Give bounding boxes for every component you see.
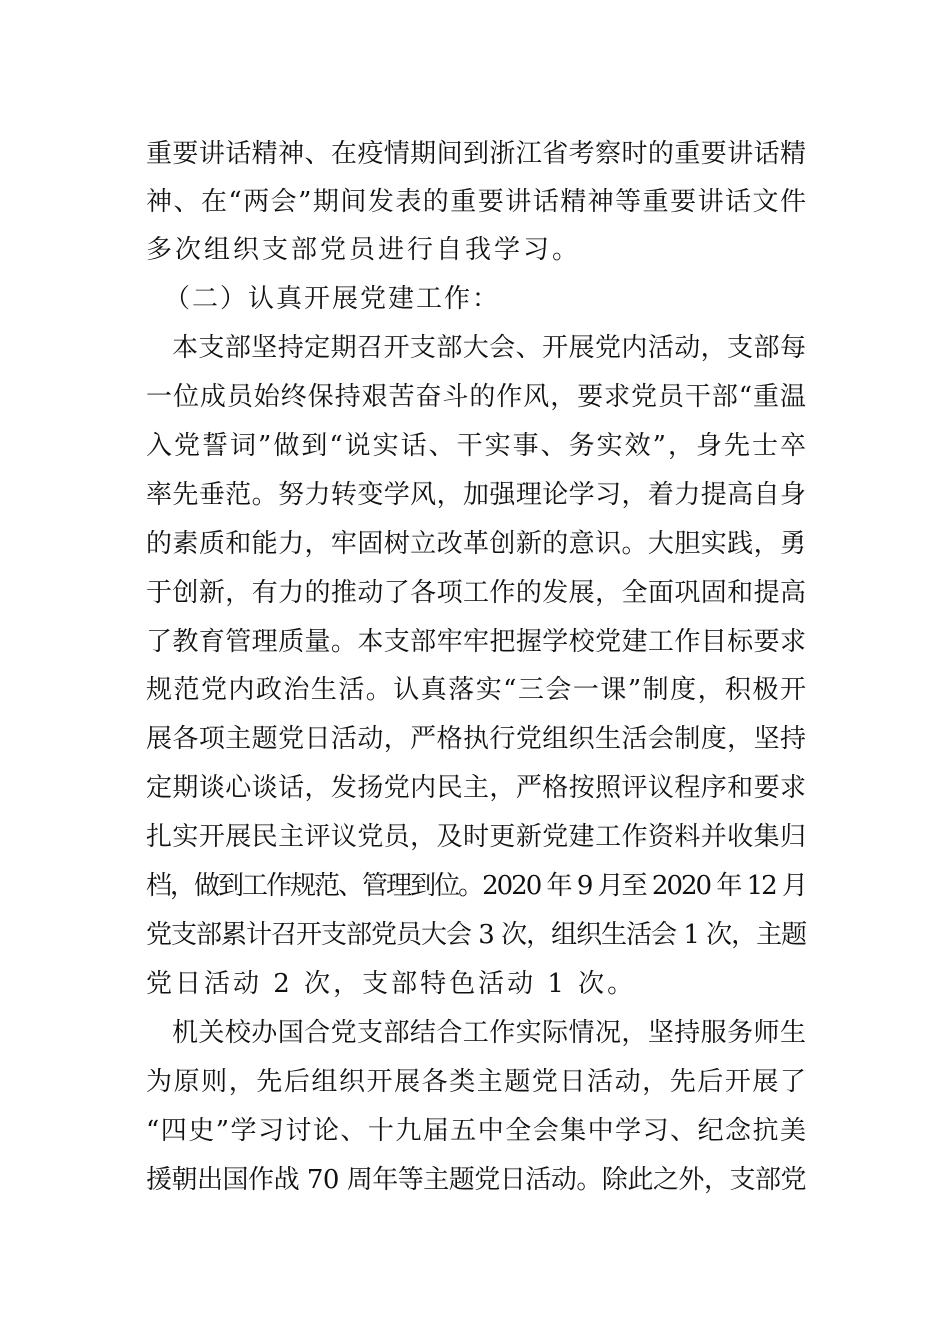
- section-heading: （二）认真开展党建工作：: [164, 284, 501, 314]
- paragraph-line: 扎实开展民主评议党员，及时更新党建工作资料并收集归: [146, 822, 806, 852]
- paragraph-line: 援朝出国作战 70 周年等主题党日活动。除此之外，支部党: [146, 1165, 806, 1195]
- paragraph-line: 了教育管理质量。本支部牢牢把握学校党建工作目标要求: [146, 627, 806, 657]
- paragraph-line: 重要讲话精神、在疫情期间到浙江省考察时的重要讲话精: [146, 139, 806, 169]
- paragraph-line: 规范党内政治生活。认真落实“三会一课”制度，积极开: [146, 675, 806, 705]
- paragraph-line: 档，做到工作规范、管理到位。2020 年 9 月至 2020 年 12 月: [146, 871, 806, 901]
- paragraph-line: 党支部累计召开支部党员大会 3 次，组织生活会 1 次，主题: [146, 920, 807, 950]
- paragraph-line: 于创新，有力的推动了各项工作的发展，全面巩固和提高: [146, 578, 806, 608]
- paragraph-line: 的素质和能力，牢固树立改革创新的意识。大胆实践，勇: [146, 529, 806, 559]
- paragraph-line: 多次组织支部党员进行自我学习。: [146, 235, 582, 265]
- paragraph-line: 一位成员始终保持艰苦奋斗的作风，要求党员干部“重温: [146, 382, 806, 412]
- paragraph-line: 入党誓词”做到“说实话、干实事、务实效”，身先士卒: [146, 431, 806, 461]
- paragraph-line: “四史”学习讨论、十九届五中全会集中学习、纪念抗美: [146, 1116, 806, 1146]
- paragraph-line: 机关校办国合党支部结合工作实际情况，坚持服务师生: [172, 1018, 806, 1048]
- paragraph-line: 展各项主题党日活动，严格执行党组织生活会制度，坚持: [146, 724, 806, 754]
- paragraph-line: 率先垂范。努力转变学风，加强理论学习，着力提高自身: [146, 480, 806, 510]
- paragraph-line: 党日活动 2 次，支部特色活动 1 次。: [146, 969, 637, 999]
- paragraph-line: 本支部坚持定期召开支部大会、开展党内活动，支部每: [172, 333, 806, 363]
- paragraph-line: 神、在“两会”期间发表的重要讲话精神等重要讲话文件: [146, 187, 806, 217]
- paragraph-line: 定期谈心谈话，发扬党内民主，严格按照评议程序和要求: [146, 773, 806, 803]
- paragraph-line: 为原则，先后组织开展各类主题党日活动，先后开展了: [146, 1067, 806, 1097]
